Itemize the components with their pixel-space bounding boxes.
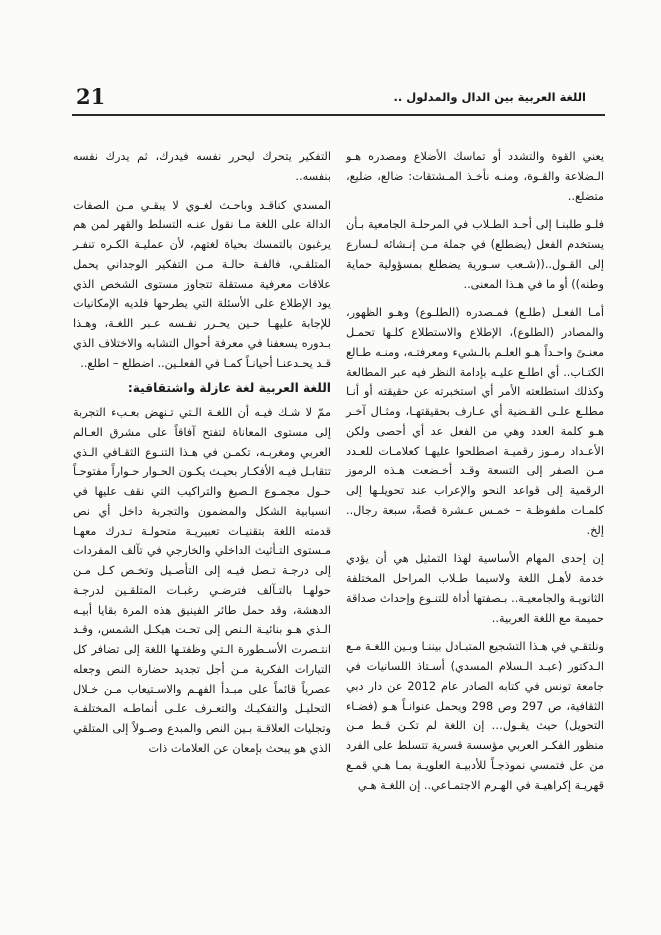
right-column: [346, 147, 604, 795]
paragraph: إن إحدى المهام الأساسية لهذا التمثيل هي أن يؤدي خدمة لأهـل اللغة ولاسيما طـلاب المراحل المختلفة الثانويـة والجامعيـة.. بـصفتها أداة للتنـوع وإحداث صداقة حميمة مع اللغة العربية..: [346, 552, 604, 625]
section-heading: اللغة العربية لغة عازلة واشتقاقية:: [127, 381, 331, 396]
running-title: اللغة العربية بين الدال والمدلول ..: [393, 90, 586, 104]
left-column: [73, 147, 331, 759]
page-number: 21: [76, 84, 106, 109]
page-header: [0, 0, 661, 135]
paragraph: المسدي كناقـد وباحـث لغـوي لا يبقـي مـن الصفات الدالة على اللغة مـا نقول عنـه التسلط والقهر لمن هم يرغبون بالتمسك بحياة لغتهم، لأن عمليـة الكـره تنفـر المتلقـي، فالفـة حالـة مـن التفكير الوجداني يحمل علاقات معرفية مستقلة تتجاوز مستوى الشخص الذي يود الإطلاع على الأسئلة التي يطرحها فلديه الإمكانيات للإجابة عليهـا حـين يحـرر نفـسه عـبر اللغـة، وهـذا بـدوره يسعفنا في معرفة أحوال التشابه والاختلاف الذي قـد يحـدعنـا أحيانـاً كمـا في الفعلـين.. اضطلع – اطلع..: [73, 198, 331, 370]
paragraph: يعني القوة والتشدد أو تماسك الأضلاع ومصدره هـو الـضلاعة والقـوة، ومنـه نأخـذ المـشتقات: ضالع، ضليع، متضلع..: [346, 150, 604, 203]
paragraph: أمـا الفعـل (طلـع) فمـصدره (الطلـوع) وهـو الظهور، والمصادر (الطلوع)، الإطلاع والاستطلاع كلـها تحمـل معنـىً واحـداً هـو العلـم بالـشيء ومعرفتـه، ومنـه طـالع الكتـاب.. أي اطلـع عليـه بإدامة النظر فيه عبر المطالعة وكذلك استطلعته الأمر أي استخبرته عن حقيقته أو أنـا مطلـع علـى القـضية أي عـارف بحقيقتهـا، ومثـال آخـر هـو كلمة العدد وهي من الفعل عد أي أحصى ولكن الأعـداد رمـوز رقميـة اصطلحوا عليهـا كعلامـات للعـدد مـن الصفر إلى التسعة وقـد أخـضعت هـذه الرموز الرقمية إلى قواعد النحو والإعراب عند تحويلـها إلى كلمـات ملفوظـة – خمـس عـشرة قصةً، سبعة رجال.. إلخ.: [346, 306, 604, 537]
paragraph: ونلتقـي في هـذا التشجيع المتبـادل بيننـا وبـين اللغـة مـع الـدكتور (عبـد الـسلام المسدي) أسـتاذ اللسانيات في جامعة تونس في كتابه الصادر عام 2012 عن دار دبي الثقافية، ص 297 وص 298 ويحمل عنوانـاً هـو (فضـاء التحويل) حيث يقـول… إن اللغة لم تكـن قـط مـن منظور الفكـر العربي مؤسسة قسرية تتسلط على الفرد من عل فتمسي نموذجـاً للأدبيـة العلويـة بمـا هـي قمـع قهريـة إكراهيـة في الهـرم الاجتمـاعي.. إن اللغـة هـي: [346, 640, 604, 792]
header-rule: [72, 114, 605, 116]
paragraph: ممّ لا شـك فيـه أن اللغـة الـتي تـنهض بعـبء التجربة إلى مستوى المعاناة لتفتح آفاقاً على مشرق العـالم العربي ومغربـه، تكمـن في هـذا التنـوع الثقـافي الـذي تتقابـل فيـه الأفكـار بحيـث يكـون الحـوار حـواراً مفتوحـاً حـول مجمـوع الـصيغ والتراكيب التي نقف عليها في انسيابية الشكل والمضمون والتجربة داخل أي نص قدمته اللغة بتقنيـات تعبيريـة متحولـة تـدرك معهـا مـستوى التـأثيث الداخلي والخارجي في تآلف المفردات إلى درجـة تـصل فيـه إلى التأصـيل وتخـص كـل مـن حولهـا بالتـآلف فترضـي رغبـات المتلقـين لدرجـة الدهشة، وقد حمل طائر الفينيق هذه المرة بقايا أبيـه الـذي هـو بنائيـة الـنص إلى تحـت هيكـل الشمس، وقـد انتـصرت الأسـطورة الـتي وظفتـها اللغة إلى تضافر كل التيارات الفكرية مـن أجل تجديد حضارة النص وجعله عصرياً قائماً على مبـدأ الفهـم والاسـتيعاب مـن خـلال التحليـل والتفكيـك والتعـرف علـى أنماطـه المختلفـة وتجليات العلاقـة بـين النص والمبدع وصـولاً إلى المتلقي الذي هو يبحث بإمعان عن العلامات ذات: [73, 406, 331, 755]
paragraph: التفكير يتحرك ليحرر نفسه فيدرك، ثم يدرك نفسه بنفسه..: [73, 150, 331, 183]
paragraph: فلـو طلبنـا إلى أحـد الطـلاب في المرحلـة الجامعية بـأن يستخدم الفعل (يضطلع) في جملة مـن إنـشائه لـسارع إلى القـول..((شـعب سـورية يضطلع بمسؤولية حماية وطنه)) أو ما في هـذا المعنى..: [346, 218, 604, 291]
